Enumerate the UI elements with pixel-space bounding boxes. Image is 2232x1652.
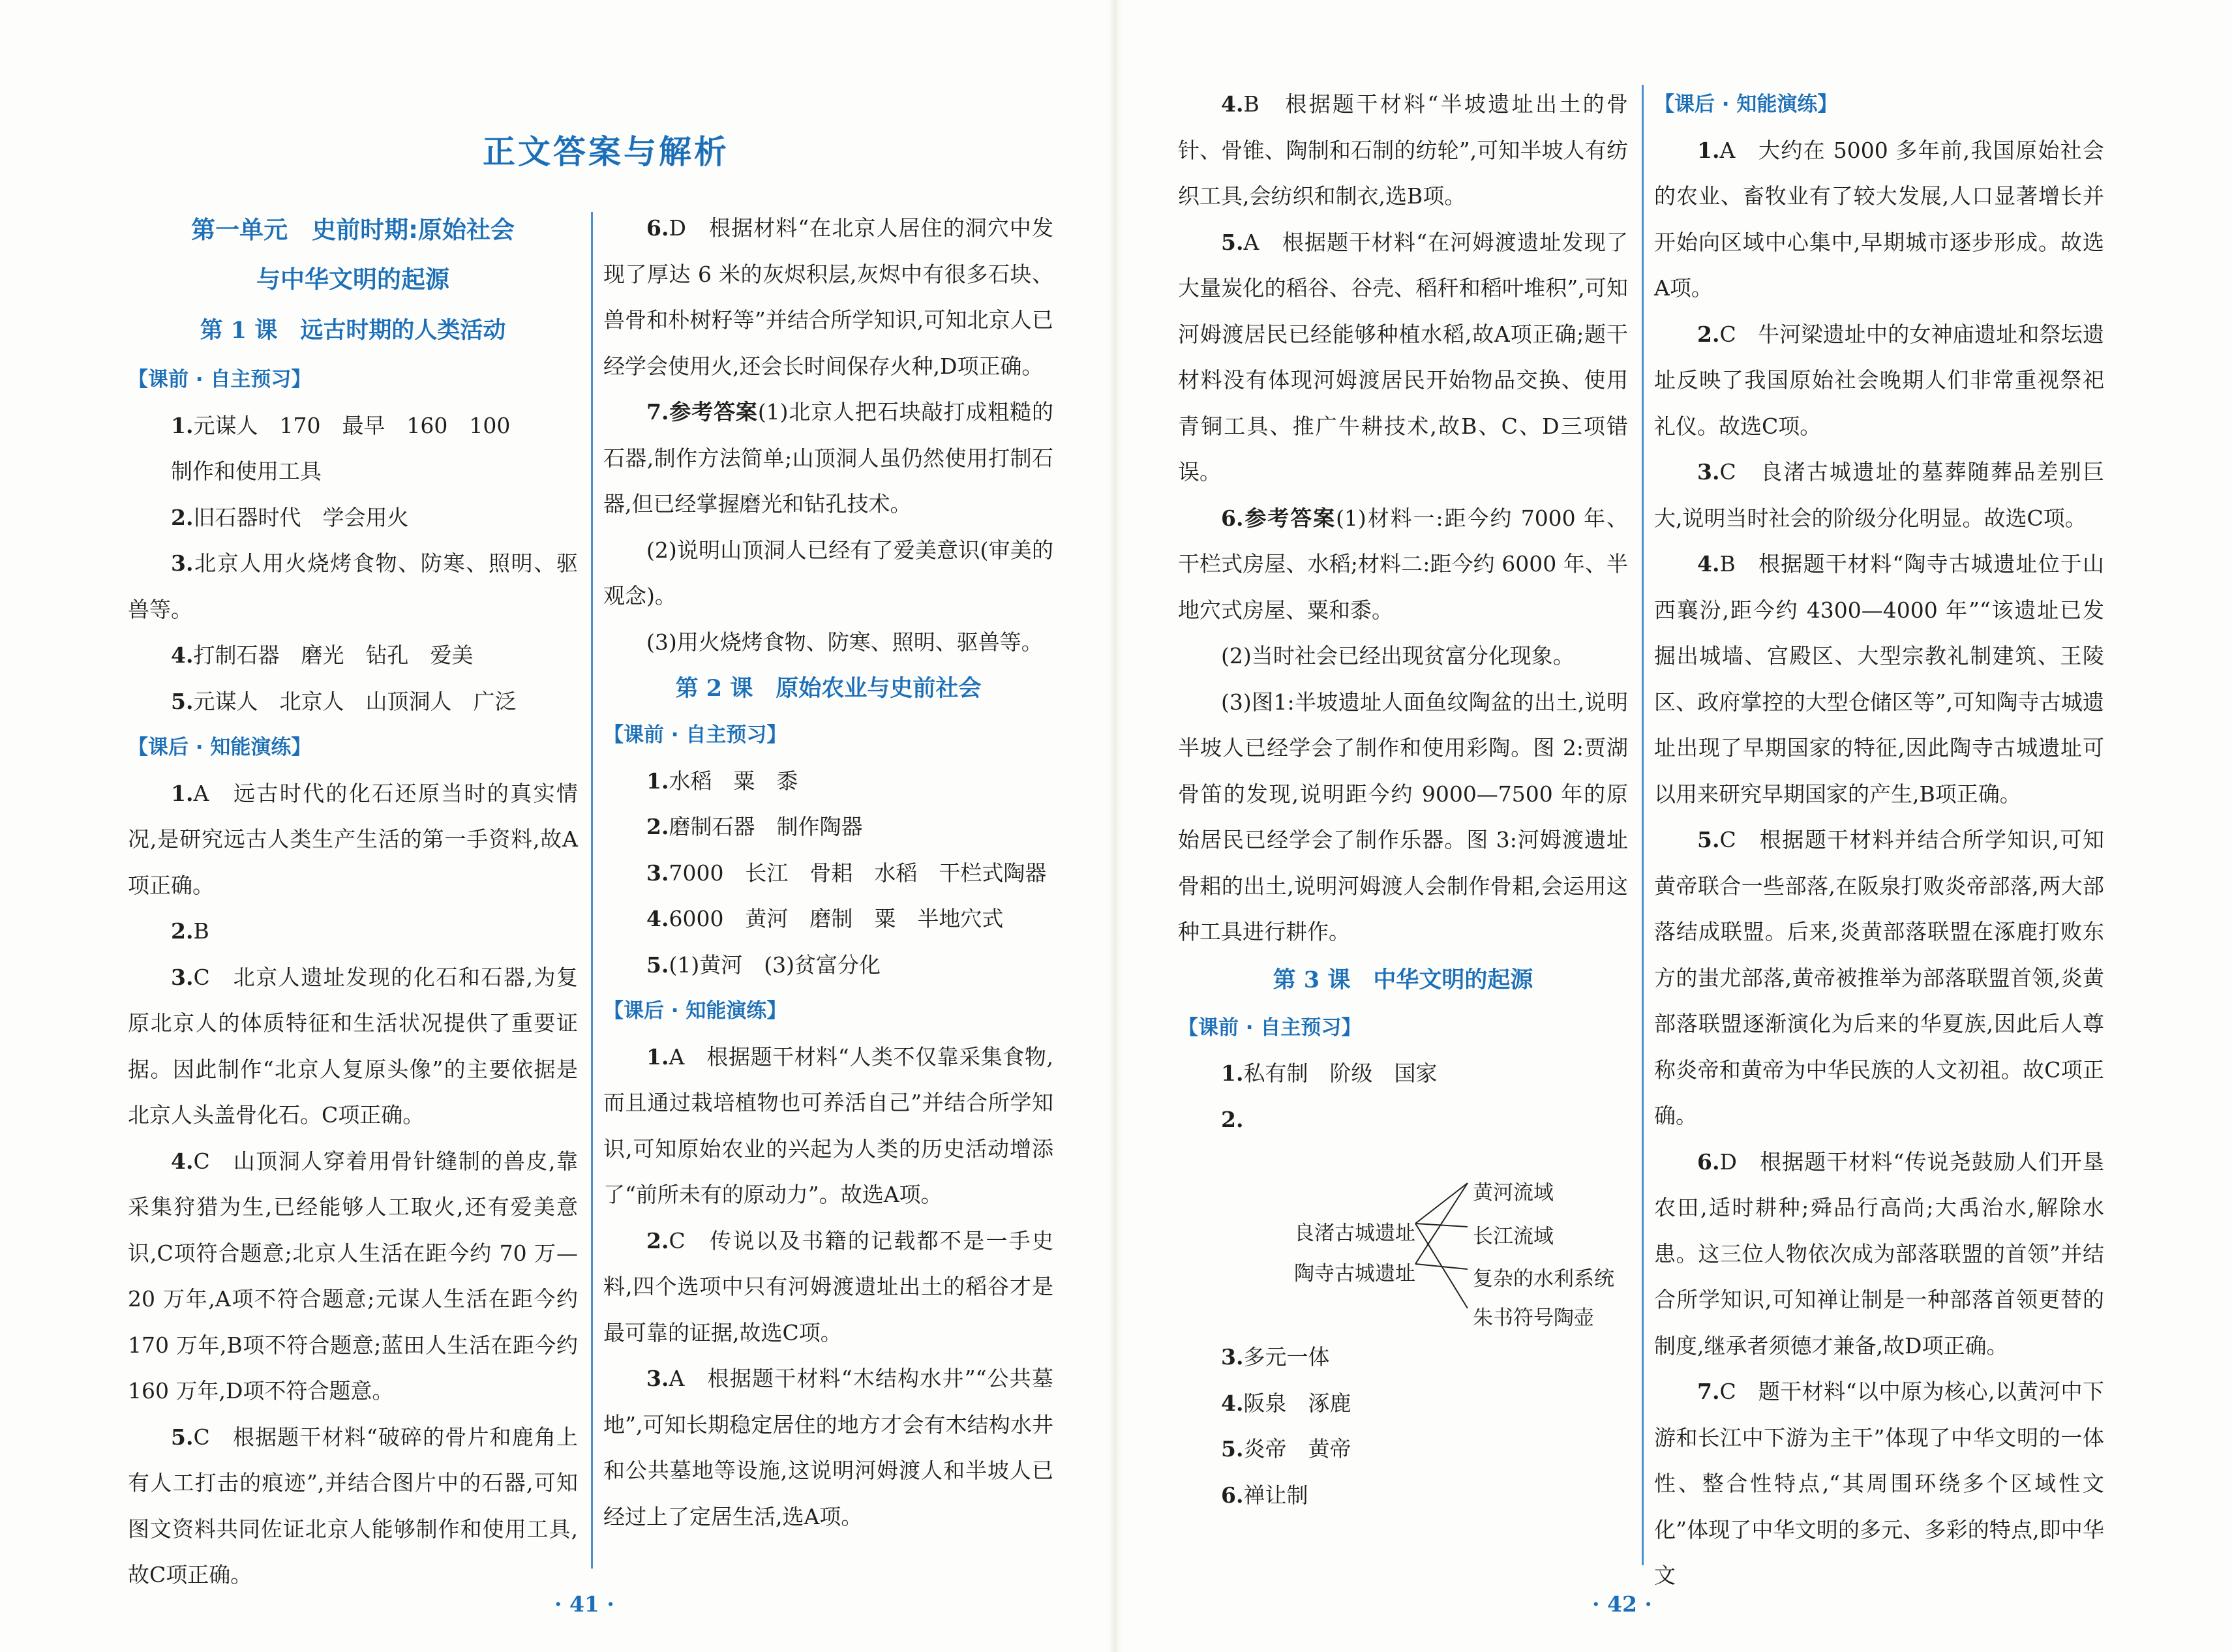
answer-number: 1. — [1697, 137, 1720, 163]
answer-text: 炎帝 黄帝 — [1243, 1436, 1351, 1462]
answer-text: (1)材料一:距今约 7000 年、干栏式房屋、水稻;材料二:距今约 6000 年、半地穴式房屋、粟和黍。 — [1178, 505, 1629, 623]
answer-label: 参考答案 — [1243, 505, 1336, 531]
answer-number: 4. — [1221, 91, 1244, 117]
answer-number: 1. — [1221, 1060, 1244, 1086]
answer-number: 7. — [646, 399, 669, 425]
column-divider-left — [591, 212, 593, 1569]
answer-number: 1. — [171, 780, 194, 806]
answer-text: 元谋人 170 最早 160 100 — [193, 412, 511, 438]
lesson1-pre-header: 【课前 · 自主预习】 — [128, 368, 312, 391]
lesson1-post-list-continued — [603, 205, 1053, 665]
answer-number: 2. — [171, 918, 194, 944]
answer-text: B — [193, 918, 209, 944]
answer-label: 参考答案 — [669, 399, 758, 425]
lesson3-title: 第 3 课 中华文明的起源 — [1273, 966, 1533, 993]
answer-item — [603, 620, 1053, 666]
unit-title-line2: 与中华文明的起源 — [256, 265, 449, 293]
answer-item — [1178, 680, 1628, 955]
lesson1-pre-list — [128, 403, 578, 725]
answer-number: 3. — [646, 1366, 669, 1391]
answer-item — [603, 1356, 1053, 1540]
main-title: 正文答案与解析 — [483, 133, 729, 171]
answer-text: C 北京人遗址发现的化石和石器,为复原北京人的体质特征和生活状况提供了重要证据。因此制作“北京人复原头像”的主要依据是北京人头盖骨化石。C项正确。 — [128, 964, 578, 1128]
answer-item — [1654, 449, 2104, 541]
answer-number: 5. — [1221, 229, 1244, 255]
answer-text: 私有制 阶级 国家 — [1243, 1060, 1438, 1086]
answer-item — [128, 633, 578, 679]
answer-item — [1178, 633, 1628, 680]
answer-text: 北京人用火烧烤食物、防寒、照明、驱兽等。 — [128, 550, 578, 622]
unit-title-line1: 第一单元 史前时期:原始社会 — [191, 216, 515, 244]
lesson2-post-list — [603, 1034, 1053, 1540]
answer-text: D 根据题干材料“传说尧鼓励人们开垦农田,适时耕种;舜品行高尚;大禹治水,解除水患。这三位人物依次成为部落联盟的首领”并结合所学知识,可知禅让制是一种部落首领更替的制度,继承者须德才兼备,故D项正确。 — [1654, 1149, 2104, 1359]
lesson2-post-list-continued — [1178, 82, 1628, 955]
lesson2-pre-header: 【课前 · 自主预习】 — [603, 723, 787, 747]
lesson3-post-header: 【课后 · 知能演练】 — [1654, 93, 1838, 116]
answer-item — [128, 679, 578, 725]
column-divider-right — [1642, 85, 1644, 1565]
answer-item — [128, 449, 578, 495]
answer-text: (2)当时社会已经出现贫富分化现象。 — [1221, 643, 1575, 668]
answer-text: 旧石器时代 学会用火 — [193, 504, 409, 530]
answer-number: 1. — [646, 768, 669, 794]
answer-text: C 题干材料“以中原为核心,以黄河中下游和长江中下游为主干”体现了中华文明的一体性、整合性特点,“其周围环绕多个区域性文化”体现了中华文明的多元、多彩的特点,即中华文 — [1654, 1379, 2104, 1588]
page-number-right: · 42 · — [1592, 1591, 1652, 1617]
answer-number: 6. — [1697, 1149, 1720, 1175]
answer-number: 1. — [171, 412, 194, 438]
answer-item — [1178, 1334, 1628, 1381]
answer-number: 2. — [1697, 321, 1720, 347]
answer-number: 1. — [646, 1044, 669, 1070]
answer-item — [1178, 220, 1628, 496]
answer-text: (1)北京人把石块敲打成粗糙的石器,制作方法简单;山顶洞人虽仍然使用打制石器,但已经掌握磨光和钻孔技术。 — [603, 399, 1054, 517]
diagram-right-4: 朱书符号陶壶 — [1473, 1306, 1594, 1330]
answer-item — [1178, 1097, 1628, 1143]
right-column-2 — [1654, 82, 2104, 1599]
answer-text: C 根据题干材料“破碎的骨片和鹿角上有人工打击的痕迹”,并结合图片中的石器,可知图文资料共同佐证北京人能够制作和使用工具,故C项正确。 — [128, 1424, 578, 1587]
answer-text: (3)图1:半坡遗址人面鱼纹陶盆的出土,说明半坡人已经学会了制作和使用彩陶。图 2:贾湖骨笛的发现,说明距今约 9000—7500 年的原始居民已经学会了制作乐器。图 3:河姆渡遗址骨耜的出土,说明河姆渡人会制作骨耜,会运用这种工具进行耕作。 — [1178, 689, 1628, 944]
answer-number: 4. — [1221, 1390, 1244, 1416]
answer-number: 3. — [1221, 1344, 1244, 1370]
answer-text: 多元一体 — [1243, 1344, 1330, 1370]
answer-number: 2. — [646, 1227, 669, 1254]
answer-text: C 根据题干材料并结合所学知识,可知黄帝联合一些部落,在阪泉打败炎帝部落,两大部落结成联盟。后来,炎黄部落联盟在涿鹿打败东方的蚩尤部落,黄帝被推举为部落联盟首领,炎黄部落联盟逐渐演化为后来的华夏族,因此后人尊称炎帝和黄帝为中华民族的人文初祖。故C项正确。 — [1654, 827, 2104, 1128]
answer-item — [1178, 1473, 1628, 1519]
answer-text: 制作和使用工具 — [171, 458, 322, 484]
answer-number: 6. — [646, 215, 669, 241]
answer-item — [603, 1034, 1053, 1218]
answer-text: B 根据题干材料“半坡遗址出土的骨针、骨锥、陶制和石制的纺轮”,可知半坡人有纺织工具,会纺织和制衣,选B项。 — [1178, 91, 1628, 209]
answer-number: 2. — [646, 814, 669, 839]
diagram-right-2: 长江流域 — [1473, 1225, 1554, 1248]
answer-item — [1654, 1369, 2104, 1599]
answer-item — [1178, 1381, 1628, 1427]
answer-text: 6000 黄河 磨制 粟 半地穴式 — [669, 906, 1004, 931]
answer-item — [1654, 541, 2104, 817]
answer-text: D 根据材料“在北京人居住的洞穴中发现了厚达 6 米的灰烬积层,灰烬中有很多石块、兽骨和朴树籽等”并结合所学知识,可知北京人已经学会使用火,还会长时间保存火种,D项正确。 — [603, 215, 1053, 379]
answer-item — [603, 942, 1053, 989]
answer-number: 6. — [1221, 505, 1244, 531]
lesson2-pre-list — [603, 758, 1053, 989]
answer-number: 4. — [1697, 551, 1720, 577]
answer-item — [603, 205, 1053, 389]
answer-text: A 远古时代的化石还原当时的真实情况,是研究远古人类生产生活的第一手资料,故A项正确。 — [128, 780, 578, 898]
answer-item — [128, 955, 578, 1139]
answer-text: 7000 长江 骨耜 水稻 干栏式陶器 — [669, 860, 1047, 886]
diagram-left-2: 陶寺古城遗址 — [1294, 1262, 1415, 1285]
lesson3-pre-list — [1178, 1051, 1628, 1143]
answer-number: 4. — [171, 642, 194, 668]
answer-item — [1178, 496, 1628, 634]
answer-number: 5. — [1221, 1436, 1244, 1462]
answer-text: A 根据题干材料“人类不仅靠采集食物,而且通过栽培植物也可养活自己”并结合所学知识,可知原始农业的兴起为人类的历史活动增添了“前所未有的原动力”。故选A项。 — [603, 1044, 1053, 1207]
answer-item — [1654, 1139, 2104, 1370]
answer-item — [128, 771, 578, 909]
lesson2-post-header: 【课后 · 知能演练】 — [603, 999, 787, 1023]
answer-item — [1654, 312, 2104, 450]
answer-text: (1)黄河 (3)贫富分化 — [669, 952, 881, 978]
answer-text: A 大约在 5000 多年前,我国原始社会的农业、畜牧业有了较大发展,人口显著增长并开始向区域中心集中,早期城市逐步形成。故选A项。 — [1654, 137, 2104, 301]
answer-item — [603, 758, 1053, 805]
answer-text: C 传说以及书籍的记载都不是一手史料,四个选项中只有河姆渡遗址出土的稻谷才是最可靠的证据,故选C项。 — [603, 1227, 1053, 1345]
answer-item — [128, 541, 578, 633]
answer-number: 4. — [171, 1148, 194, 1174]
answer-item — [603, 850, 1053, 897]
right-column-1 — [1178, 82, 1628, 1518]
answer-item — [1654, 128, 2104, 312]
lesson3-pre-header: 【课前 · 自主预习】 — [1178, 1015, 1362, 1040]
answer-text: (2)说明山顶洞人已经有了爱美意识(审美的观念)。 — [603, 537, 1053, 608]
left-column-1 — [128, 205, 578, 1599]
answer-text: 磨制石器 制作陶器 — [669, 814, 863, 839]
answer-item — [128, 403, 578, 449]
answer-item — [1178, 1426, 1628, 1473]
answer-item — [603, 528, 1053, 620]
lesson1-post-header: 【课后 · 知能演练】 — [128, 736, 312, 759]
answer-item — [603, 1218, 1053, 1357]
answer-number: 5. — [171, 1424, 194, 1450]
answer-item — [603, 896, 1053, 942]
answer-number: 3. — [1697, 459, 1720, 485]
answer-number: 3. — [646, 860, 669, 886]
answer-number: 5. — [646, 952, 669, 978]
answer-text: 阪泉 涿鹿 — [1243, 1390, 1351, 1416]
page-number-left: · 41 · — [554, 1591, 614, 1617]
answer-number: 3. — [171, 550, 194, 576]
answer-text: C 山顶洞人穿着用骨针缝制的兽皮,靠采集狩猎为生,已经能够人工取火,还有爱美意识,C项符合题意;北京人生活在距今约 70 万—20 万年,A项不符合题意;元谋人生活在距今约 170 万年,B项不符合题意;蓝田人生活在距今约 160 万年,D项不符合题意。 — [128, 1148, 578, 1404]
answer-text: A 根据题干材料“木结构水井”“公共墓地”,可知长期稳定居住的地方才会有木结构水井和公共墓地等设施,这说明河姆渡人和半坡人已经过上了定居生活,选A项。 — [603, 1366, 1053, 1529]
diagram-right-3: 复杂的水利系统 — [1473, 1267, 1614, 1291]
answer-number: 2. — [171, 504, 194, 530]
answer-text: 打制石器 磨光 钻孔 爱美 — [193, 642, 474, 668]
answer-text: 元谋人 北京人 山顶洞人 广泛 — [193, 688, 517, 714]
answer-number: 4. — [646, 906, 669, 931]
answer-text: (3)用火烧烤食物、防寒、照明、驱兽等。 — [646, 629, 1043, 655]
answer-item — [128, 1139, 578, 1415]
answer-text: 水稻 粟 黍 — [669, 768, 798, 794]
answer-item — [603, 804, 1053, 850]
answer-text: 禅让制 — [1243, 1482, 1308, 1508]
answer-number: 5. — [171, 688, 194, 714]
answer-number: 7. — [1697, 1379, 1720, 1404]
diagram-right-1: 黄河流域 — [1473, 1181, 1554, 1205]
answer-text: C 牛河梁遗址中的女神庙遗址和祭坛遗址反映了我国原始社会晚期人们非常重视祭祀礼仪。故选C项。 — [1654, 321, 2104, 439]
left-column-2 — [603, 205, 1053, 1540]
lesson2-title: 第 2 课 原始农业与史前社会 — [675, 675, 982, 702]
lesson1-post-list — [128, 771, 578, 1599]
answer-item — [1178, 1051, 1628, 1097]
answer-text: A 根据题干材料“在河姆渡遗址发现了大量炭化的稻谷、谷壳、稻秆和稻叶堆积”,可知河姆渡居民已经能够种植水稻,故A项正确;题干材料没有体现河姆渡居民开始物品交换、使用青铜工具、推广牛耕技术,故B、C、D三项错误。 — [1178, 229, 1628, 485]
answer-text: B 根据题干材料“陶寺古城遗址位于山西襄汾,距今约 4300—4000 年”“该遗址已发掘出城墙、宫殿区、大型宗教礼制建筑、王陵区、政府掌控的大型仓储区等”,可知陶寺古城遗址出现了早期国家的特征,因此陶寺古城遗址可以用来研究早期国家的产生,B项正确。 — [1654, 551, 2104, 807]
lesson1-title: 第 1 课 远古时期的人类活动 — [200, 317, 506, 344]
answer-item — [128, 909, 578, 955]
answer-number: 5. — [1697, 827, 1720, 852]
answer-item — [1654, 817, 2104, 1139]
right-page — [1116, 0, 2232, 1652]
answer-item — [1178, 82, 1628, 220]
answer-number: 2. — [1221, 1106, 1244, 1132]
answer-number: 3. — [171, 964, 194, 990]
answer-item — [128, 495, 578, 541]
diagram-left-1: 良渚古城遗址 — [1294, 1222, 1415, 1245]
matching-diagram — [1178, 1145, 1628, 1334]
lesson3-pre-list-continued — [1178, 1334, 1628, 1518]
answer-number: 6. — [1221, 1482, 1244, 1508]
answer-item — [128, 1415, 578, 1599]
answer-item — [603, 389, 1053, 528]
lesson3-post-list — [1654, 128, 2104, 1599]
answer-text: C 良渚古城遗址的墓葬随葬品差别巨大,说明当时社会的阶级分化明显。故选C项。 — [1654, 459, 2104, 531]
